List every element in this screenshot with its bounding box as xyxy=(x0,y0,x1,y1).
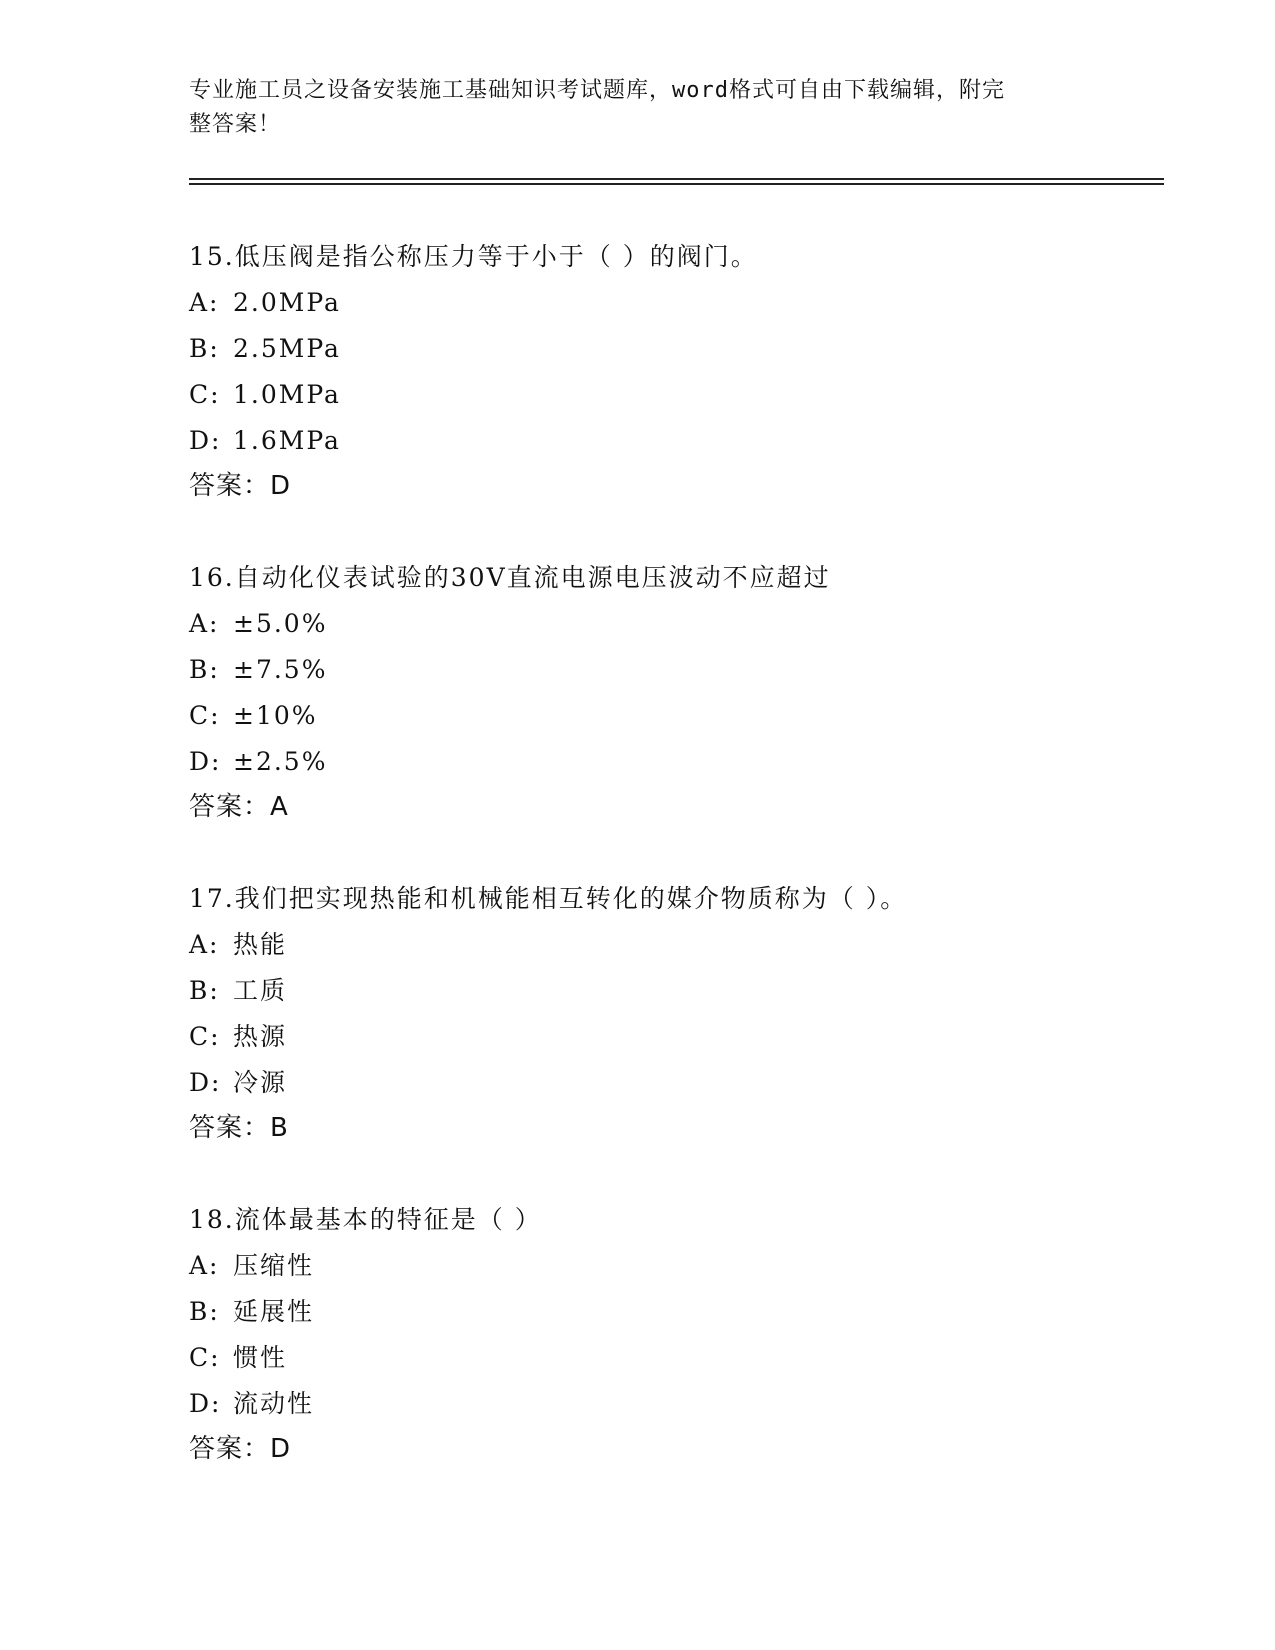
header-divider-bottom xyxy=(189,183,1164,185)
option-text: 热源 xyxy=(233,1022,288,1051)
answer: 答案：D xyxy=(189,471,292,501)
option-label: D: xyxy=(189,747,222,776)
option-label: C: xyxy=(189,380,221,409)
option-d xyxy=(189,739,1149,785)
option-label: B: xyxy=(189,655,220,684)
option-c xyxy=(189,372,1149,418)
option-c xyxy=(189,1335,1149,1381)
option-b xyxy=(189,647,1149,693)
question-title: 18.流体最基本的特征是（ ） xyxy=(189,1205,542,1234)
header-line-2: 整答案！ xyxy=(189,112,282,137)
answer: 答案：B xyxy=(189,1113,289,1143)
option-text: 惯性 xyxy=(233,1343,288,1372)
option-text: 1.6MPa xyxy=(233,426,341,455)
option-a xyxy=(189,280,1149,326)
header-line-1: 专业施工员之设备安装施工基础知识考试题库，word格式可自由下载编辑，附完 xyxy=(189,78,1005,103)
question-15 xyxy=(189,234,1149,508)
option-d xyxy=(189,418,1149,464)
option-a xyxy=(189,922,1149,968)
option-label: C: xyxy=(189,1022,221,1051)
option-d xyxy=(189,1060,1149,1106)
question-18 xyxy=(189,1197,1149,1471)
option-label: A: xyxy=(189,1251,220,1280)
question-17 xyxy=(189,876,1149,1150)
option-text: 冷源 xyxy=(233,1068,288,1097)
option-text: 工质 xyxy=(233,976,288,1005)
header-divider-top xyxy=(189,178,1164,180)
option-b xyxy=(189,968,1149,1014)
option-b xyxy=(189,326,1149,372)
question-16 xyxy=(189,555,1149,829)
answer: 答案：D xyxy=(189,1434,292,1464)
option-label: A: xyxy=(189,930,220,959)
option-text: 2.0MPa xyxy=(233,288,341,317)
option-text: ±7.5% xyxy=(233,655,328,684)
document-header xyxy=(189,74,1069,142)
option-text: 1.0MPa xyxy=(233,380,341,409)
option-a xyxy=(189,601,1149,647)
option-label: B: xyxy=(189,334,220,363)
option-label: D: xyxy=(189,1068,222,1097)
option-text: ±2.5% xyxy=(233,747,328,776)
option-text: 压缩性 xyxy=(233,1251,315,1280)
option-label: D: xyxy=(189,1389,222,1418)
option-a xyxy=(189,1243,1149,1289)
option-label: C: xyxy=(189,701,221,730)
option-label: C: xyxy=(189,1343,221,1372)
option-text: 延展性 xyxy=(233,1297,315,1326)
question-title: 17.我们把实现热能和机械能相互转化的媒介物质称为（ ）。 xyxy=(189,884,908,913)
option-label: B: xyxy=(189,1297,220,1326)
option-b xyxy=(189,1289,1149,1335)
option-text: ±5.0% xyxy=(233,609,328,638)
answer: 答案：A xyxy=(189,792,289,822)
option-c xyxy=(189,1014,1149,1060)
option-label: D: xyxy=(189,426,222,455)
question-title: 15.低压阀是指公称压力等于小于（ ）的阀门。 xyxy=(189,242,758,271)
option-d xyxy=(189,1381,1149,1427)
option-text: ±10% xyxy=(233,701,318,730)
option-text: 流动性 xyxy=(233,1389,315,1418)
question-title: 16.自动化仪表试验的30V直流电源电压波动不应超过 xyxy=(189,563,831,592)
option-label: A: xyxy=(189,288,220,317)
option-label: A: xyxy=(189,609,220,638)
option-text: 热能 xyxy=(233,930,288,959)
option-label: B: xyxy=(189,976,220,1005)
option-text: 2.5MPa xyxy=(233,334,341,363)
option-c xyxy=(189,693,1149,739)
